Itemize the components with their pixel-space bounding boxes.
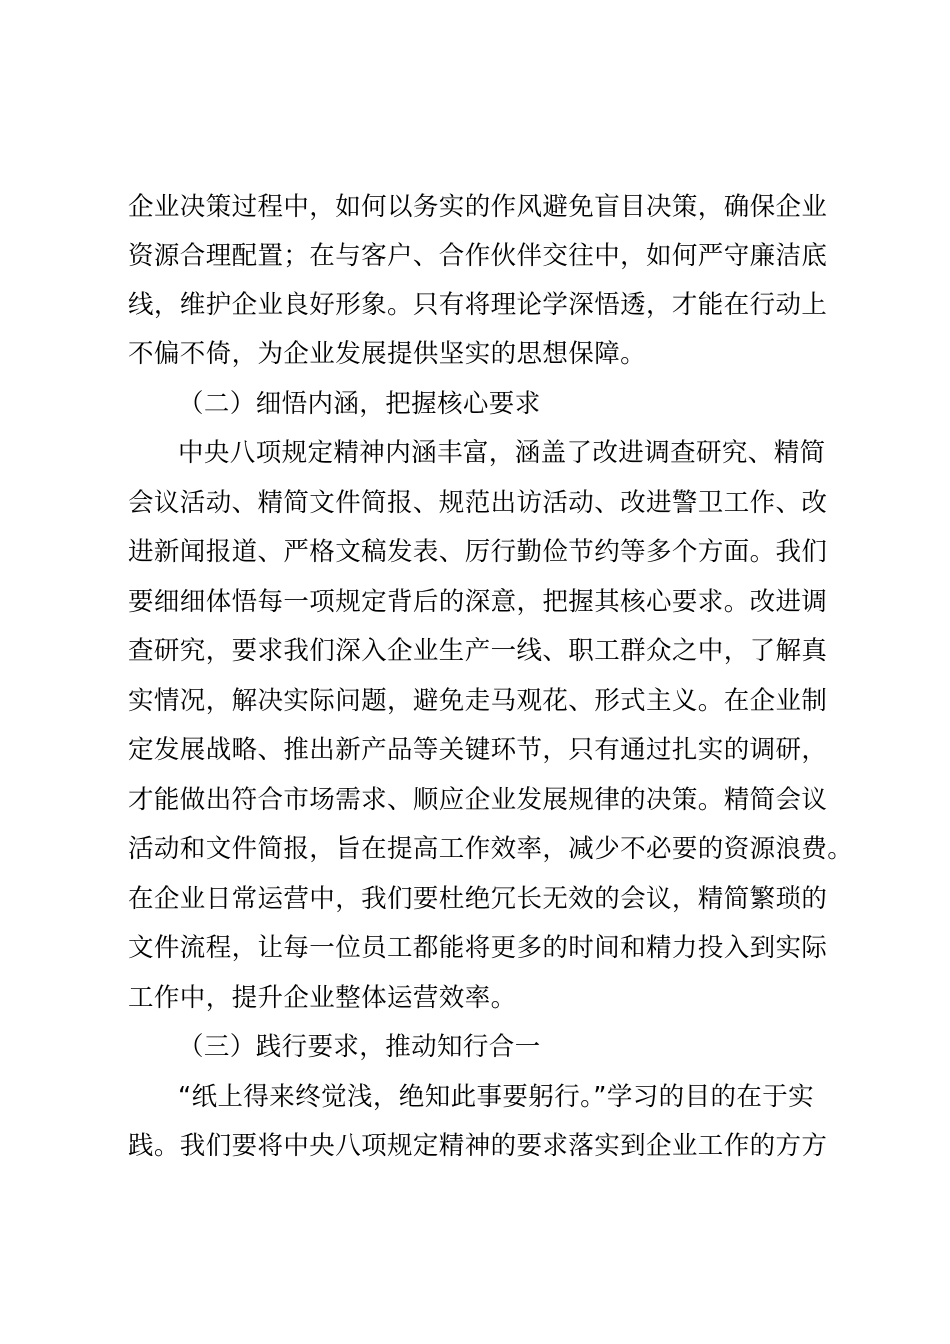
paragraph-line: 工作中，提升企业整体运营效率。 [128,983,517,1013]
paragraph-line: 中央八项规定精神内涵丰富，涵盖了改进调查研究、精简 [178,438,826,468]
paragraph-line: 才能做出符合市场需求、顺应企业发展规律的决策。精简会议 [128,785,828,815]
paragraph-line: 在企业日常运营中，我们要杜绝冗长无效的会议，精简繁琐的 [128,884,828,914]
paragraph-line: 进新闻报道、严格文稿发表、厉行勤俭节约等多个方面。我们 [128,537,828,567]
paragraph-line: 实情况，解决实际问题，避免走马观花、形式主义。在企业制 [128,686,828,716]
paragraph-line: 线，维护企业良好形象。只有将理论学深悟透，才能在行动上 [128,290,828,320]
section-heading: （二）细悟内涵，把握核心要求 [178,389,541,419]
paragraph-line: 会议活动、精简文件简报、规范出访活动、改进警卫工作、改 [128,488,828,518]
paragraph-line: 定发展战略、推出新产品等关键环节，只有通过扎实的调研， [128,735,828,765]
section-heading: （三）践行要求，推动知行合一 [178,1032,541,1062]
paragraph-line: 企业决策过程中，如何以务实的作风避免盲目决策，确保企业 [128,192,828,222]
paragraph-line: 要细细体悟每一项规定背后的深意，把握其核心要求。改进调 [128,587,828,617]
paragraph-line: “纸上得来终觉浅，绝知此事要躬行。”学习的目的在于实 [178,1082,815,1112]
paragraph-line: 践。我们要将中央八项规定精神的要求落实到企业工作的方方 [128,1131,828,1161]
paragraph-line: 查研究，要求我们深入企业生产一线、职工群众之中，了解真 [128,636,828,666]
paragraph-line: 不偏不倚，为企业发展提供坚实的思想保障。 [128,339,647,369]
paragraph-line: 活动和文件简报，旨在提高工作效率，减少不必要的资源浪费。 [128,834,854,864]
paragraph-line: 资源合理配置；在与客户、合作伙伴交往中，如何严守廉洁底 [128,241,828,271]
paragraph-line: 文件流程，让每一位员工都能将更多的时间和精力投入到实际 [128,933,828,963]
